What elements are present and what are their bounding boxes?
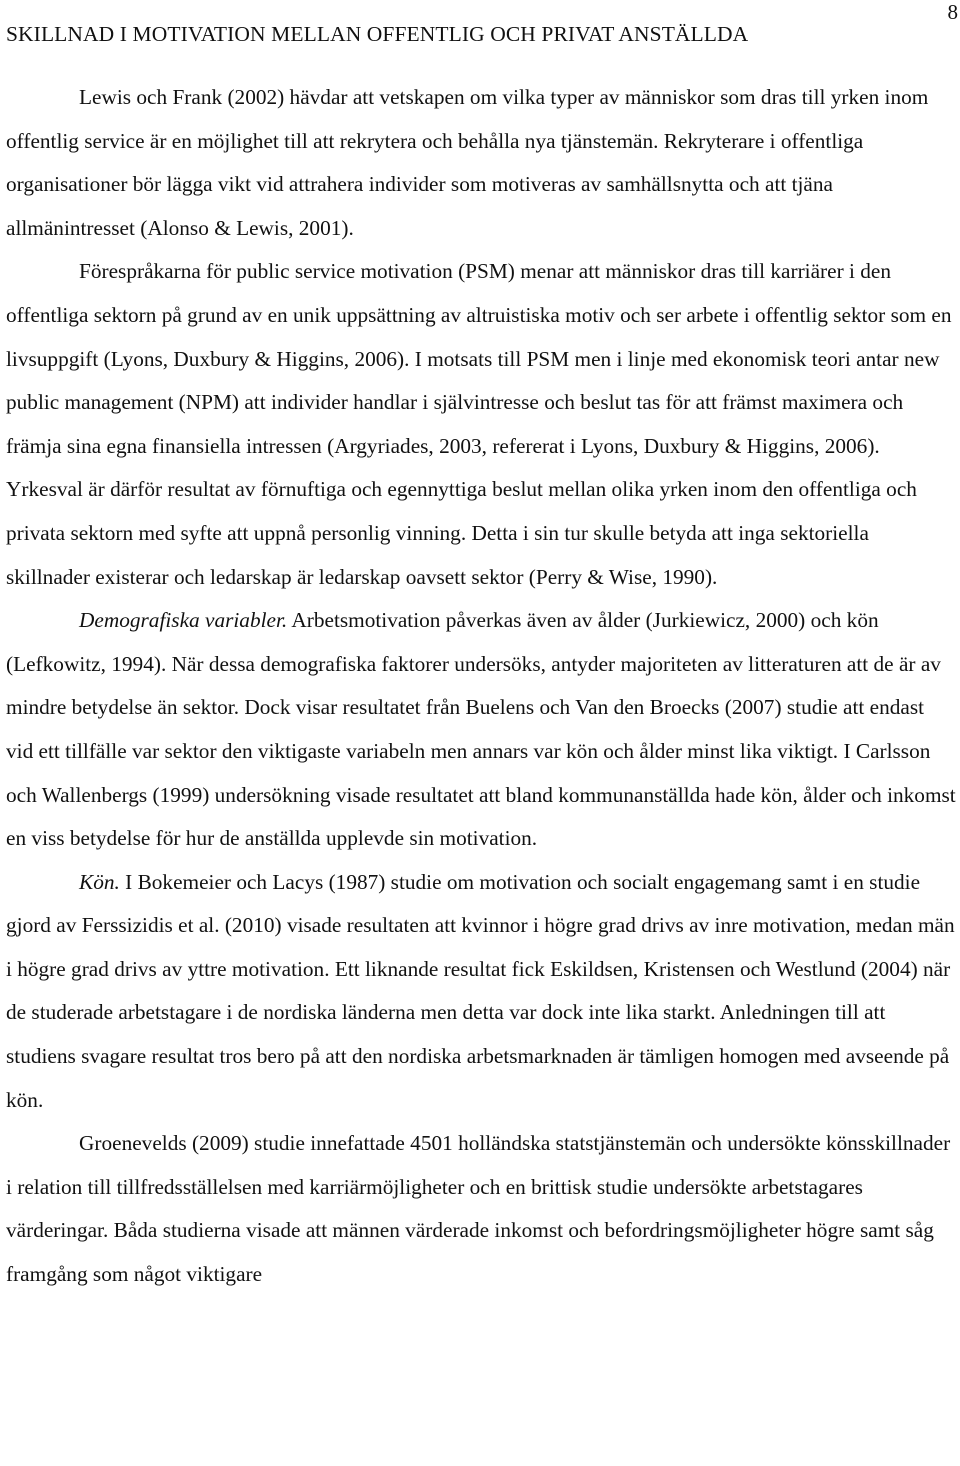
paragraph <box>6 599 956 861</box>
paragraph <box>6 861 956 1123</box>
paragraph <box>6 1122 956 1296</box>
section-heading: Kön. <box>79 869 120 894</box>
section-heading: Demografiska variabler. <box>79 608 288 633</box>
paragraph <box>6 250 956 599</box>
paragraph-text: Groenevelds (2009) studie innefattade 4501 holländska statstjänstemän och undersökte könsskillnader i relation till tillfredsställelsen med karriärmöjligheter och en brittisk studie undersökte arbetstagares värderingar. Båda studierna visade att männen värderade inkomst och befordringsmöjligheter högre samt såg framgång som något viktigare <box>6 1131 951 1287</box>
paragraph-text: Förespråkarna för public service motivation (PSM) menar att människor dras till karriärer i den offentliga sektorn på grund av en unik uppsättning av altruistiska motiv och ser arbete i offentlig sektor som en livsuppgift (Lyons, Duxbury & Higgins, 2006). I motsats till PSM men i linje med ekonomisk teori antar new public management (NPM) att individer handlar i självintresse och beslut tas för att främst maximera och främja sina egna finansiella intressen (Argyriades, 2003, refererat i Lyons, Duxbury & Higgins, 2006). Yrkesval är därför resultat av förnuftiga och egennyttiga beslut mellan olika yrken inom den offentliga och privata sektorn med syfte att uppnå personlig vinning. Detta i sin tur skulle betyda att inga sektoriella skillnader existerar och ledarskap är ledarskap oavsett sektor (Perry & Wise, 1990). <box>6 259 952 589</box>
paragraph-text: Lewis och Frank (2002) hävdar att vetskapen om vilka typer av människor som dras till yrken inom offentlig service är en möjlighet till att rekrytera och behålla nya tjänstemän. Rekryterare i offentliga organisationer bör lägga vikt vid attrahera individer som motiveras av samhällsnytta och att tjäna allmänintresset (Alonso & Lewis, 2001). <box>6 85 929 240</box>
body-text <box>6 76 956 1297</box>
page-number: 8 <box>947 0 958 24</box>
running-head: SKILLNAD I MOTIVATION MELLAN OFFENTLIG OCH PRIVAT ANSTÄLLDA <box>6 22 749 46</box>
paragraph-text: I Bokemeier och Lacys (1987) studie om motivation och socialt engagemang samt i en studie gjord av Ferssizidis et al. (2010) visade resultaten att kvinnor i högre grad drivs av inre motivation, medan män i högre grad drivs av yttre motivation. Ett liknande resultat fick Eskildsen, Kristensen och Westlund (2004) när de studerade arbetstagare i de nordiska länderna men detta var dock inte lika starkt. Anledningen till att studiens svagare resultat tros bero på att den nordiska arbetsmarknaden är tämligen homogen med avseende på kön. <box>6 869 955 1112</box>
paragraph-text: Arbetsmotivation påverkas även av ålder (Jurkiewicz, 2000) och kön (Lefkowitz, 1994). När dessa demografiska faktorer undersöks, antyder majoriteten av litteraturen att de är av mindre betydelse än sektor. Dock visar resultatet från Buelens och Van den Broecks (2007) studie att endast vid ett tillfälle var sektor den viktigaste variabeln men annars var kön och ålder minst lika viktigt. I Carlsson och Wallenbergs (1999) undersökning visade resultatet att bland kommunanställda hade kön, ålder och inkomst en viss betydelse för hur de anställda upplevde sin motivation. <box>6 608 956 851</box>
paragraph <box>6 76 956 250</box>
